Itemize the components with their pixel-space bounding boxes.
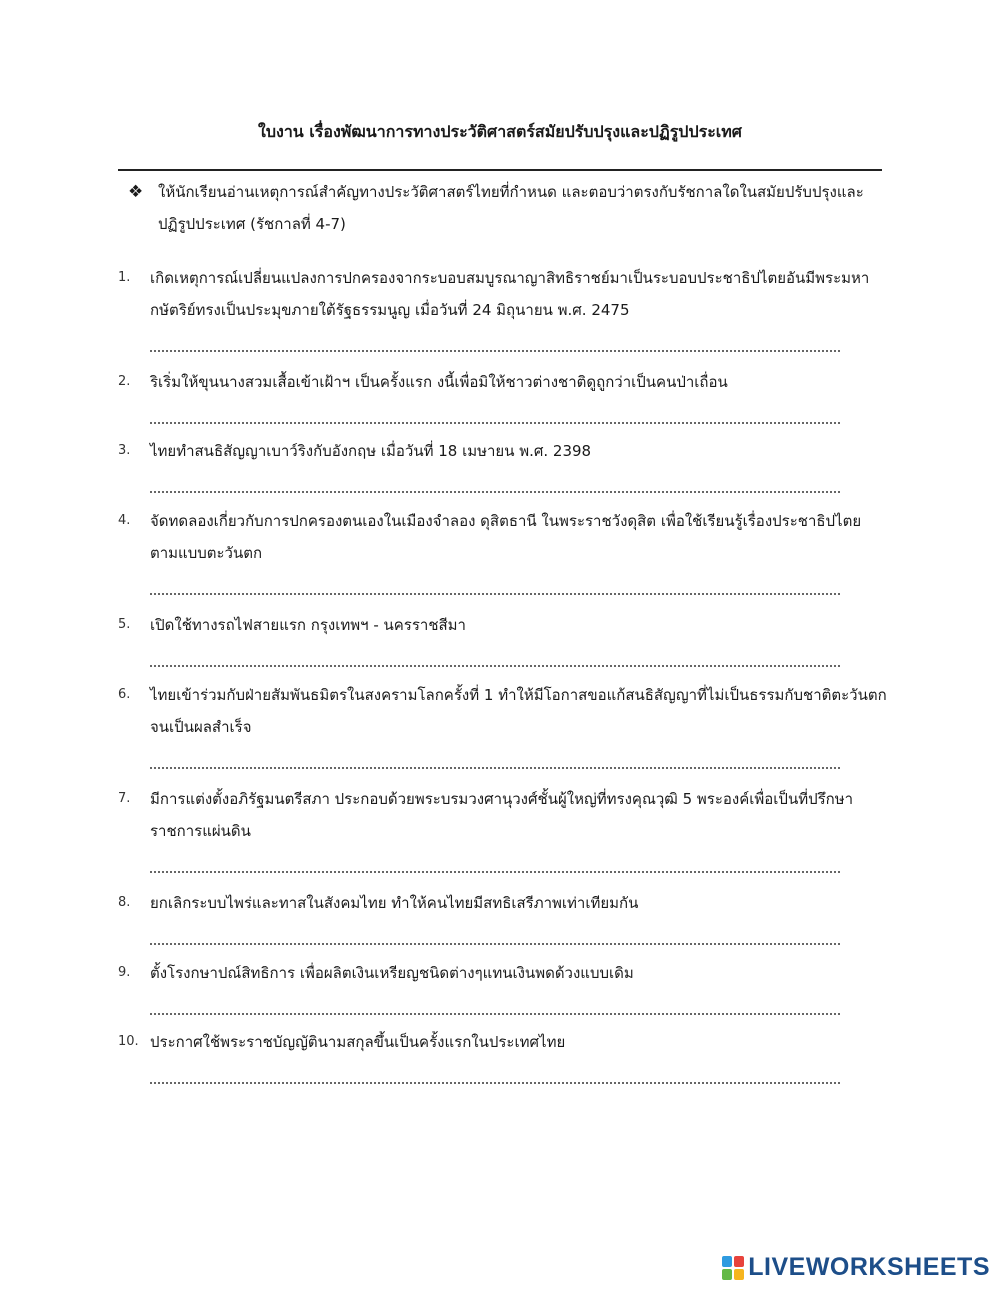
answer-field[interactable] xyxy=(150,400,840,424)
worksheet-title: ใบงาน เรื่องพัฒนาการทางประวัติศาสตร์สมัยปรับปรุงและปฏิรูปประเทศ xyxy=(258,122,742,141)
question-4 xyxy=(118,505,888,595)
question-text: เกิดเหตุการณ์เปลี่ยนแปลงการปกครองจากระบอบสมบูรณาญาสิทธิราชย์มาเป็นระบอบประชาธิปไตยอันมีพระมหากษัตริย์ทรงเป็นประมุขภายใต้รัฐธรรมนูญ เมื่อวันที่ 24 มิถุนายน พ.ศ. 2475 xyxy=(150,269,870,319)
question-text: ริเริ่มให้ขุนนางสวมเสื้อเข้าเฝ้าฯ เป็นครั้งแรก งนี้เพื่อมิให้ชาวต่างชาติดูถูกว่าเป็นคนป่าเถื่อน xyxy=(150,373,728,391)
answer-field[interactable] xyxy=(150,991,840,1015)
question-text: ไทยเข้าร่วมกับฝ่ายสัมพันธมิตรในสงครามโลกครั้งที่ 1 ทำให้มีโอกาสขอแก้สนธิสัญญาที่ไม่เป็นธรรมกับชาติตะวันตกจนเป็นผลสำเร็จ xyxy=(150,686,887,736)
question-6 xyxy=(118,679,888,769)
question-3 xyxy=(118,435,888,493)
question-2 xyxy=(118,366,888,424)
question-text: ประกาศใช้พระราชบัญญัตินามสกุลขึ้นเป็นครั้งแรกในประเทศไทย xyxy=(150,1033,566,1051)
question-5 xyxy=(118,609,888,667)
question-1 xyxy=(118,262,888,352)
answer-field[interactable] xyxy=(150,571,840,595)
answer-field[interactable] xyxy=(150,849,840,873)
answer-field[interactable] xyxy=(150,1060,840,1084)
question-text: ไทยทำสนธิสัญญาเบาว์ริงกับอังกฤษ เมื่อวันที่ 18 เมษายน พ.ศ. 2398 xyxy=(150,442,592,460)
question-number: 6. xyxy=(118,687,131,702)
answer-field[interactable] xyxy=(150,328,840,352)
question-number: 7. xyxy=(118,791,131,806)
liveworksheets-logo xyxy=(722,1253,990,1282)
question-number: 4. xyxy=(118,513,131,528)
logo-text: LIVEWORKSHEETS xyxy=(748,1253,990,1281)
title-divider xyxy=(118,169,882,171)
question-number: 9. xyxy=(118,965,131,980)
question-10 xyxy=(118,1026,888,1084)
answer-field[interactable] xyxy=(150,643,840,667)
instruction xyxy=(128,176,888,240)
answer-field[interactable] xyxy=(150,469,840,493)
question-number: 1. xyxy=(118,270,131,285)
question-text: ตั้งโรงกษาปณ์สิทธิการ เพื่อผลิตเงินเหรียญชนิดต่างๆแทนเงินพดด้วงแบบเดิม xyxy=(150,964,634,982)
logo-blocks-icon xyxy=(722,1256,744,1280)
question-number: 5. xyxy=(118,617,131,632)
question-text: เปิดใช้ทางรถไฟสายแรก กรุงเทพฯ - นครราชสีมา xyxy=(150,616,466,634)
instruction-text: ให้นักเรียนอ่านเหตุการณ์สำคัญทางประวัติศาสตร์ไทยที่กำหนด และตอบว่าตรงกับรัชกาลใดในสมัยปรับปรุงและปฏิรูปประเทศ (รัชกาลที่ 4-7) xyxy=(158,183,864,233)
answer-field[interactable] xyxy=(150,921,840,945)
question-number: 8. xyxy=(118,895,131,910)
diamond-bullet-icon: ❖ xyxy=(128,182,144,202)
question-7 xyxy=(118,783,888,873)
question-9 xyxy=(118,957,888,1015)
question-number: 10. xyxy=(118,1034,139,1049)
question-number: 3. xyxy=(118,443,131,458)
question-text: มีการแต่งตั้งอภิรัฐมนตรีสภา ประกอบด้วยพระบรมวงศานุวงศ์ชั้นผู้ใหญ่ที่ทรงคุณวุฒิ 5 พระองค์เพื่อเป็นที่ปรึกษาราชการแผ่นดิน xyxy=(150,790,854,840)
question-number: 2. xyxy=(118,374,131,389)
question-text: จัดทดลองเกี่ยวกับการปกครองตนเองในเมืองจำลอง ดุสิตธานี ในพระราชวังดุสิต เพื่อใช้เรียนรู้เรื่องประชาธิปไตยตามแบบตะวันตก xyxy=(150,512,862,562)
question-8 xyxy=(118,887,888,945)
question-text: ยกเลิกระบบไพร่และทาสในสังคมไทย ทำให้คนไทยมีสทธิเสรีภาพเท่าเทียมกัน xyxy=(150,894,639,912)
answer-field[interactable] xyxy=(150,745,840,769)
